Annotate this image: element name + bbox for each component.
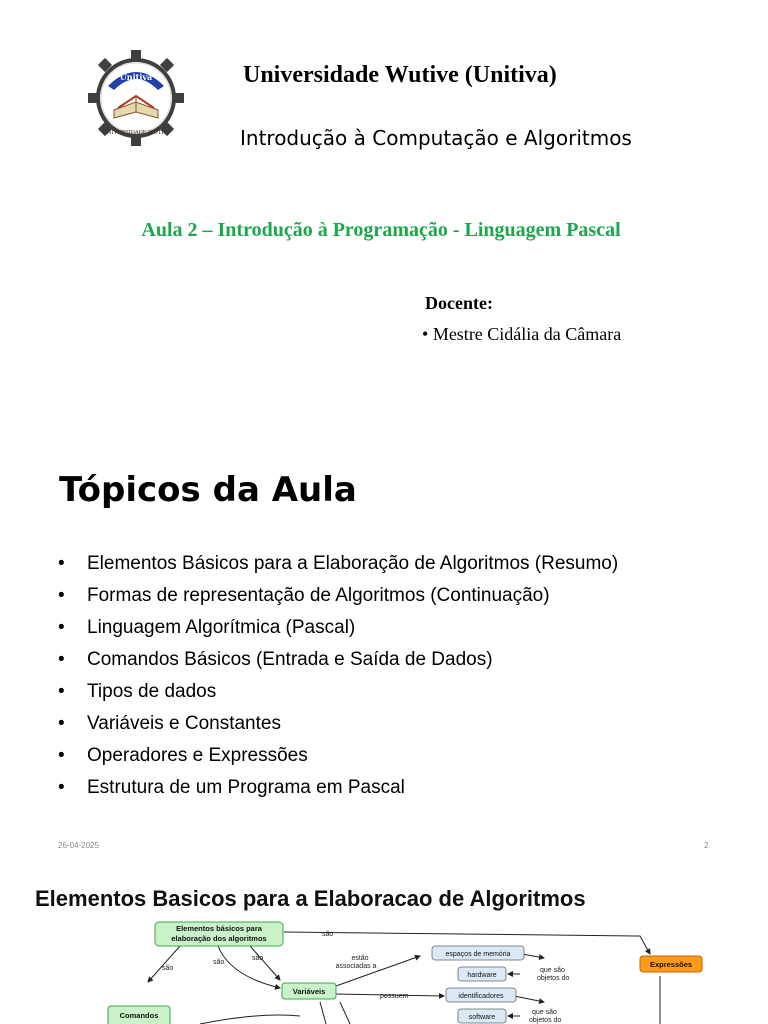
concept-map-diagram [0, 916, 768, 1024]
node-identificadores-label: identificadores [458, 993, 504, 1000]
docente-label: Docente: [425, 293, 493, 313]
node-identificadores [446, 988, 516, 1002]
list-item: • Operadores e Expressões [58, 740, 618, 772]
edge-label-sao: são [213, 959, 225, 966]
node-variaveis [282, 983, 336, 999]
node-expressoes [640, 956, 702, 972]
node-elementos-basicos [155, 922, 283, 946]
university-logo [88, 50, 184, 146]
list-item: • Elementos Básicos para a Elaboração de Algoritmos (Resumo) [58, 548, 618, 580]
concept-map-slide [0, 872, 768, 1024]
list-item: • Tipos de dados [58, 676, 618, 708]
node-expressoes-label: Expressões [649, 960, 693, 969]
edge-label-possuem: possuem [380, 993, 409, 1000]
list-item: • Variáveis e Constantes [58, 708, 618, 740]
bullet-icon: • [422, 324, 429, 344]
lesson-title [0, 219, 768, 242]
slide-title: Tópicos da Aula [59, 470, 357, 510]
node-root-line2: elaboração dos algoritmos [171, 934, 267, 943]
list-item: • Linguagem Algorítmica (Pascal) [58, 612, 618, 644]
list-item: • Comandos Básicos (Entrada e Saída de Dados) [58, 644, 618, 676]
edge-label-que-sao: que são [532, 1009, 557, 1016]
node-hardware [458, 967, 506, 981]
title-slide [0, 0, 768, 420]
slide-number: 2 [704, 841, 709, 850]
logo-ring-text-bottom: UNIVERSIDADE WUTIVI [102, 130, 170, 136]
edge-label-associadas: associadas a [335, 963, 377, 970]
topics-list [58, 548, 618, 804]
lesson-title-text: Aula 2 – Introdução à Programação - Linguagem Pascal [141, 219, 621, 241]
node-variaveis-label: Variáveis [292, 987, 326, 996]
slide-title: Elementos Basicos para a Elaboracao de Algoritmos [35, 886, 586, 911]
edge-label-que-sao: que são [540, 967, 565, 974]
node-comandos-label: Comandos [119, 1011, 159, 1020]
edge-label-objetos-do: objetos do [537, 975, 570, 982]
edge-label-sao: são [322, 931, 334, 938]
edge-label-objetos-do: objetos do [529, 1017, 562, 1024]
list-item: • Formas de representação de Algoritmos (Continuação) [58, 580, 618, 612]
logo-ring-text-top: Unitiva [119, 72, 153, 82]
edge-label-sao: são [252, 955, 264, 962]
node-hardware-label: hardware [467, 972, 497, 979]
docente-name-item [422, 324, 621, 345]
node-espacos-memoria [432, 946, 524, 960]
course-name: Introdução à Computação e Algoritmos [240, 126, 632, 150]
slide-date: 26-04-2025 [58, 841, 99, 850]
university-name: Universidade Wutive (Unitiva) [243, 62, 557, 88]
node-root-line1: Elementos básicos para [176, 924, 262, 933]
node-comandos [108, 1006, 170, 1024]
edge-label-sao: são [162, 965, 174, 972]
list-item: • Estrutura de um Programa em Pascal [58, 772, 618, 804]
node-espacos-label: espaços de memória [445, 951, 511, 958]
edge-label-estao: estão [351, 955, 369, 962]
docente-name: Mestre Cidália da Câmara [432, 324, 622, 344]
node-software [458, 1009, 506, 1023]
topics-slide [0, 440, 768, 860]
node-software-label: software [468, 1014, 496, 1021]
